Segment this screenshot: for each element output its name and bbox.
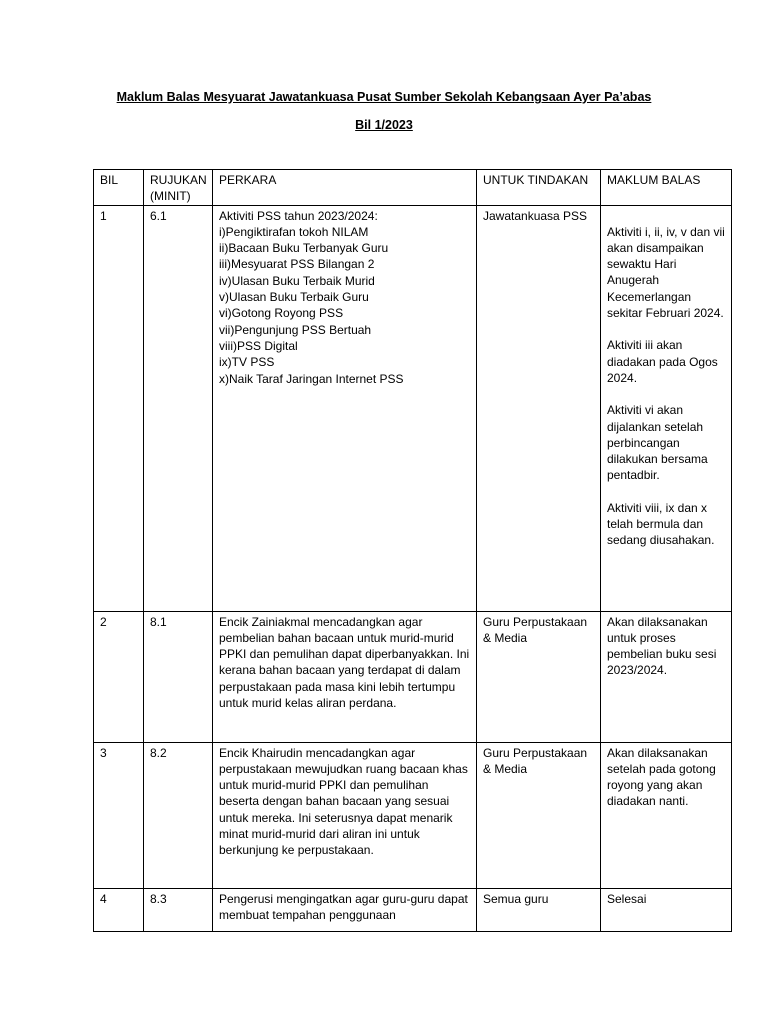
cell-rujukan: 8.1 bbox=[144, 611, 213, 742]
cell-rujukan: 8.3 bbox=[144, 888, 213, 931]
header-rujukan bbox=[144, 170, 213, 206]
activity-list-item: iv)Ulasan Buku Terbaik Murid bbox=[219, 273, 375, 288]
header-perkara: PERKARA bbox=[213, 170, 477, 206]
header-rujukan-line1: RUJUKAN bbox=[150, 173, 207, 187]
activity-list-item: vi)Gotong Royong PSS bbox=[219, 306, 344, 321]
maklum-balas-paragraph: Aktiviti iii akan diadakan pada Ogos 2024. bbox=[607, 338, 718, 385]
activity-list-item: iii)Mesyuarat PSS Bilangan 2 bbox=[219, 257, 375, 272]
header-maklum-balas: MAKLUM BALAS bbox=[601, 170, 732, 206]
cell-perkara: Pengerusi mengingatkan agar guru-guru dapat membuat tempahan penggunaan bbox=[213, 888, 477, 931]
cell-maklum-balas: Selesai bbox=[601, 888, 732, 931]
cell-bil: 4 bbox=[94, 888, 144, 931]
maklum-balas-paragraph: Aktiviti i, ii, iv, v dan vii akan disampaikan sewaktu Hari Anugerah Kecemerlangan sekitar Februari 2024. bbox=[607, 224, 725, 321]
cell-perkara: Encik Zainiakmal mencadangkan agar pembelian bahan bacaan untuk murid-murid PPKI dan pemulihan dapat diperbanyakkan. Ini kerana bahan bacaan yang terdapat di dalam perpustakaan pada masa kini lebih tertumpu untuk murid kelas aliran perdana. bbox=[213, 611, 477, 742]
cell-untuk-tindakan: Guru Perpustakaan & Media bbox=[477, 611, 601, 742]
table-row bbox=[94, 611, 732, 742]
header-rujukan-line2: (MINIT) bbox=[150, 189, 191, 204]
table-row bbox=[94, 888, 732, 931]
cell-perkara bbox=[213, 205, 477, 611]
activity-list-item: v)Ulasan Buku Terbaik Guru bbox=[219, 290, 369, 305]
cell-untuk-tindakan: Guru Perpustakaan & Media bbox=[477, 742, 601, 888]
cell-maklum-balas bbox=[601, 205, 732, 611]
cell-untuk-tindakan: Jawatankuasa PSS bbox=[477, 205, 601, 611]
maklum-balas-paragraph: Aktiviti viii, ix dan x telah bermula dan sedang diusahakan. bbox=[607, 500, 715, 548]
cell-rujukan: 8.2 bbox=[144, 742, 213, 888]
table-row bbox=[94, 205, 732, 611]
minutes-table bbox=[93, 169, 732, 932]
activity-list-item: ii)Bacaan Buku Terbanyak Guru bbox=[219, 241, 389, 256]
table-header-row bbox=[94, 170, 732, 206]
table-row bbox=[94, 742, 732, 888]
cell-untuk-tindakan: Semua guru bbox=[477, 888, 601, 931]
activity-list-item: x)Naik Taraf Jaringan Internet PSS bbox=[219, 371, 404, 386]
cell-bil: 3 bbox=[94, 742, 144, 888]
header-untuk-tindakan: UNTUK TINDAKAN bbox=[477, 170, 601, 206]
document-title: Maklum Balas Mesyuarat Jawatankuasa Pusat Sumber Sekolah Kebangsaan Ayer Pa’abas bbox=[116, 90, 652, 104]
cell-maklum-balas: Akan dilaksanakan untuk proses pembelian buku sesi 2023/2024. bbox=[601, 611, 732, 742]
header-bil: BIL bbox=[94, 170, 144, 206]
maklum-balas-paragraph: Aktiviti vi akan dijalankan setelah perbincangan dilakukan bersama pentadbir. bbox=[607, 403, 708, 483]
activity-list-item: viii)PSS Digital bbox=[219, 338, 298, 353]
cell-perkara: Encik Khairudin mencadangkan agar perpustakaan mewujudkan ruang bacaan khas untuk murid-murid PPKI dan pemulihan beserta dengan bahan bacaan yang sesuai untuk mereka. Ini seterusnya dapat menarik minat murid-murid dari aliran ini untuk berkunjung ke perpustakaan. bbox=[213, 742, 477, 888]
cell-rujukan: 6.1 bbox=[144, 205, 213, 611]
activity-list-item: ix)TV PSS bbox=[219, 355, 275, 370]
cell-bil: 1 bbox=[94, 205, 144, 611]
activity-list-item: vii)Pengunjung PSS Bertuah bbox=[219, 322, 372, 337]
activity-list-item: i)Pengiktirafan tokoh NILAM bbox=[219, 224, 369, 239]
perkara-intro: Aktiviti PSS tahun 2023/2024: bbox=[219, 208, 378, 223]
document-subtitle: Bil 1/2023 bbox=[355, 118, 413, 132]
cell-bil: 2 bbox=[94, 611, 144, 742]
cell-maklum-balas: Akan dilaksanakan setelah pada gotong royong yang akan diadakan nanti. bbox=[601, 742, 732, 888]
